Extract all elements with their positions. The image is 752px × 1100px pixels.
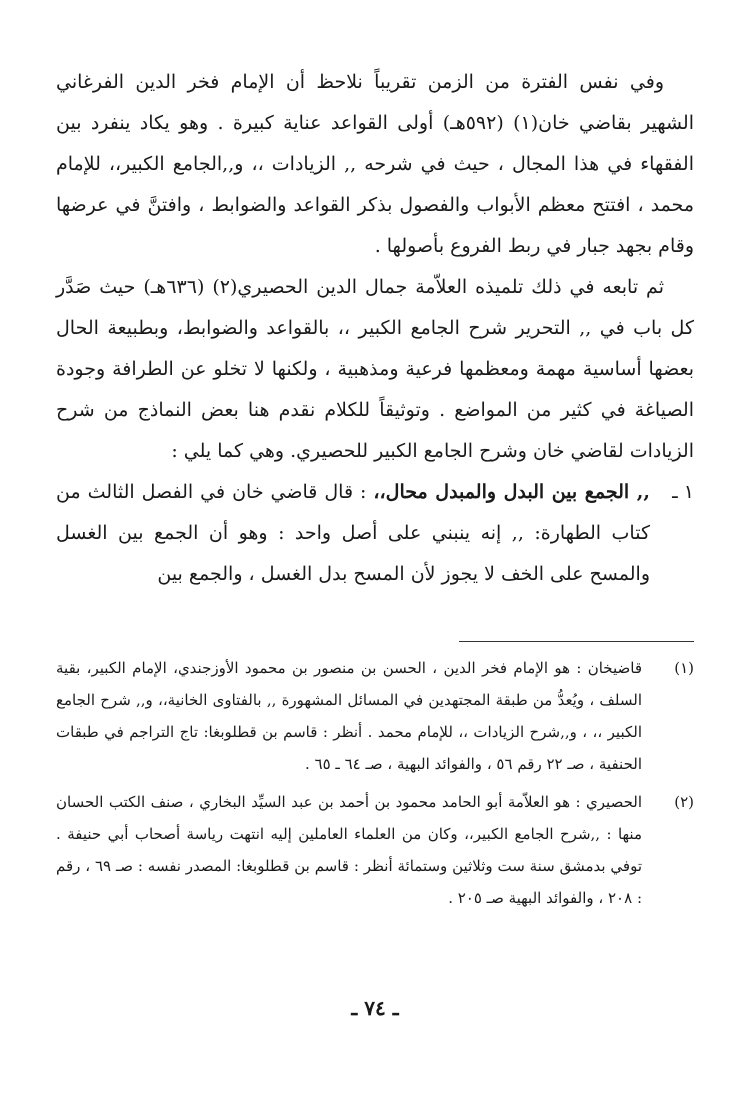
paragraph-2: ثم تابعه في ذلك تلميذه العلاّمة جمال الدين الحصيري(٢) (٦٣٦هـ) حيث صَدَّر كل باب في ,, التحرير شرح الجامع الكبير ،، بالقواعد والضوابط، وبطبيعة الحال بعضها أساسية مهمة ومعظمها فرعية ومذهبية ، ولكنها لا تخلو عن الطرافة وجودة الصياغة في كثير من المواضع . وتوثيقاً للكلام نقدم هنا بعض النماذج من شرح الزيادات لقاضي خان وشرح الجامع الكبير للحصيري. وهي كما يلي : xyxy=(56,276,694,462)
paragraph-1: وفي نفس الفترة من الزمن تقريباً نلاحظ أن الإمام فخر الدين الفرغاني الشهير بقاضي خان(١) (٥٩٢هـ) أولى القواعد عناية كبيرة . وهو يكاد ينفرد بين الفقهاء في هذا المجال ، حيث في شرحه ,, الزيادات ،، و,,الجامع الكبير،، للإمام محمد ، افتتح معظم الأبواب والفصول بذكر القواعد والضوابط ، وافتنَّ في عرضها وقام بجهد جبار في ربط الفروع بأصولها . xyxy=(56,71,694,257)
list-item-body xyxy=(56,472,650,595)
footnote-number: (٢) xyxy=(674,793,694,811)
footnote-text: قاضيخان : هو الإمام فخر الدين ، الحسن بن منصور بن محمود الأوزجندي، الإمام الكبير، بقية السلف ، ويُعدُّ من طبقة المجتهدين في المسائل المشهورة ,, بالفتاوى الخانية،، و,, شرح الجامع الكبير ،، ، و,,شرح الزيادات ،، للإمام محمد . أنظر : قاسم بن قطلوبغا: تاج التراجم في طبقات الحنفية ، صـ ٢٢ رقم ٥٦ ، والفوائد البهية ، صـ ٦٤ ـ ٦٥ . xyxy=(56,659,642,773)
list-item-number: ١ ـ xyxy=(672,481,694,503)
list-item-1 xyxy=(56,472,694,595)
footnote-separator xyxy=(459,641,694,642)
list-item-heading: ,, الجمع بين البدل والمبدل محال،، xyxy=(373,481,650,503)
footnote-number: (١) xyxy=(674,659,694,677)
book-page xyxy=(56,0,694,1100)
footnote-1 xyxy=(56,652,694,780)
footnote-text: الحصيري : هو العلاّمة أبو الحامد محمود بن أحمد بن عبد السيِّد البخاري ، صنف الكتب الحسان منها : ,,شرح الجامع الكبير،، وكان من العلماء العاملين إليه انتهت رياسة أصحاب أبي حنيفة . توفي بدمشق سنة ست وثلاثين وستمائة أنظر : قاسم بن قطلوبغا: المصدر نفسه : صـ ٦٩ ، رقم : ٢٠٨ ، والفوائد البهية صـ ٢٠٥ . xyxy=(56,793,642,907)
page-number: ـ ٧٤ ـ xyxy=(351,996,399,1020)
footnote-2 xyxy=(56,786,694,914)
main-text xyxy=(56,62,694,595)
footnotes xyxy=(56,652,694,920)
list-item-text: : قال قاضي خان في الفصل الثالث من كتاب الطهارة: ,, إنه ينبني على أصل واحد : وهو أن الجمع بين الغسل والمسح على الخف لا يجوز لأن المسح بدل الغسل ، والجمع بين xyxy=(56,481,650,585)
